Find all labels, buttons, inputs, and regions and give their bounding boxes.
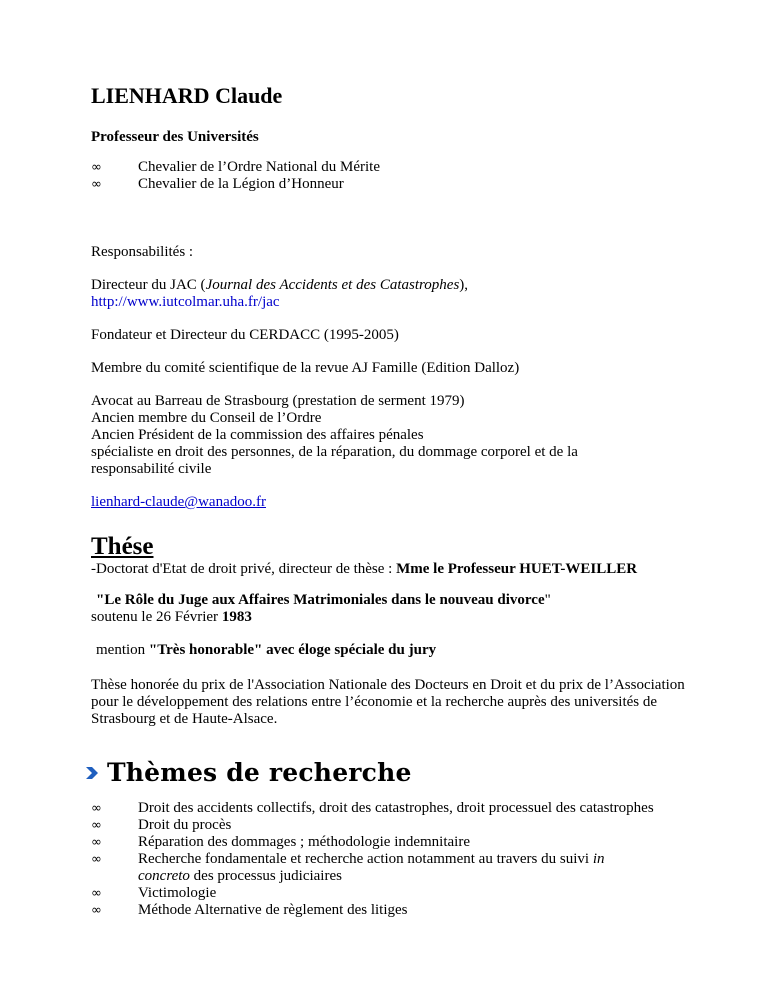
list-item: ∞ Méthode Alternative de règlement des litiges [91,902,408,918]
list-item: ∞ Chevalier de la Légion d’Honneur [91,176,344,192]
avocat-paragraph: Avocat au Barreau de Strasbourg (prestation de serment 1979) Ancien membre du Conseil de l’Ordre Ancien Président de la commission des affaires pénales spécialiste en droit des personnes, de la réparation, du dommage corporel et de la responsabilité civile [91,393,578,477]
thesis-director: Mme le Professeur HUET-WEILLER [396,561,638,577]
document-page [91,82,701,919]
chevron-right-icon [83,764,101,782]
infinity-bullet-icon: ∞ [91,801,102,816]
thesis-title: Le Rôle du Juge aux Affaires Matrimoniales dans le nouveau divorce [104,592,545,608]
list-item: ∞ Chevalier de l’Ordre National du Mérite [91,159,380,175]
infinity-bullet-icon: ∞ [91,818,102,833]
themes-list [91,800,701,919]
infinity-bullet-icon: ∞ [91,852,102,867]
doctorat-line: -Doctorat d'Etat de droit privé, directeur de thèse : Mme le Professeur HUET-WEILLER [91,561,638,577]
infinity-bullet-icon: ∞ [91,177,102,192]
responsibilities-heading: Responsabilités : [91,244,194,260]
thesis-title-line: "Le Rôle du Juge aux Affaires Matrimoniales dans le nouveau divorce" [96,592,551,608]
honors-list [91,159,701,193]
soutenu-line: soutenu le 26 Février 1983 [91,609,252,625]
person-title: Professeur des Universités [91,129,259,145]
infinity-bullet-icon: ∞ [91,886,102,901]
mention-line: mention "Très honorable" avec éloge spéciale du jury [96,642,437,658]
prix-paragraph: Thèse honorée du prix de l'Association Nationale des Docteurs en Droit et du prix de l’Association pour le développement des relations entre l’économie et la recherche auprès des universités de Strasbourg et de Haute-Alsace. [91,677,685,727]
themes-heading: Thèmes de recherche [107,758,412,787]
list-item: ∞ Victimologie [91,885,217,901]
person-name: LIENHARD Claude [91,83,283,108]
comite-paragraph: Membre du comité scientifique de la revue AJ Famille (Edition Dalloz) [91,360,520,376]
these-heading: Thése [91,533,154,560]
list-item: ∞ Recherche fondamentale et recherche action notamment au travers du suivi in concreto des processus judiciaires [91,851,605,884]
infinity-bullet-icon: ∞ [91,835,102,850]
list-item: ∞ Droit du procès [91,817,232,833]
list-item: ∞ Réparation des dommages ; méthodologie indemnitaire [91,834,470,850]
mention-text: "Très honorable" avec éloge spéciale du jury [148,642,437,658]
infinity-bullet-icon: ∞ [91,160,102,175]
cerdacc-paragraph: Fondateur et Directeur du CERDACC (1995-2005) [91,327,399,343]
journal-title: Journal des Accidents et des Catastrophes [205,277,460,293]
infinity-bullet-icon: ∞ [91,903,102,918]
jac-paragraph: Directeur du JAC (Journal des Accidents et des Catastrophes), http://www.iutcolmar.uha.fr/jac [91,277,469,310]
email-link[interactable]: lienhard-claude@wanadoo.fr [91,494,266,510]
list-item: ∞ Droit des accidents collectifs, droit des catastrophes, droit processuel des catastrophes [91,800,654,816]
themes-heading-row [83,758,701,788]
jac-link[interactable]: http://www.iutcolmar.uha.fr/jac [91,294,280,310]
